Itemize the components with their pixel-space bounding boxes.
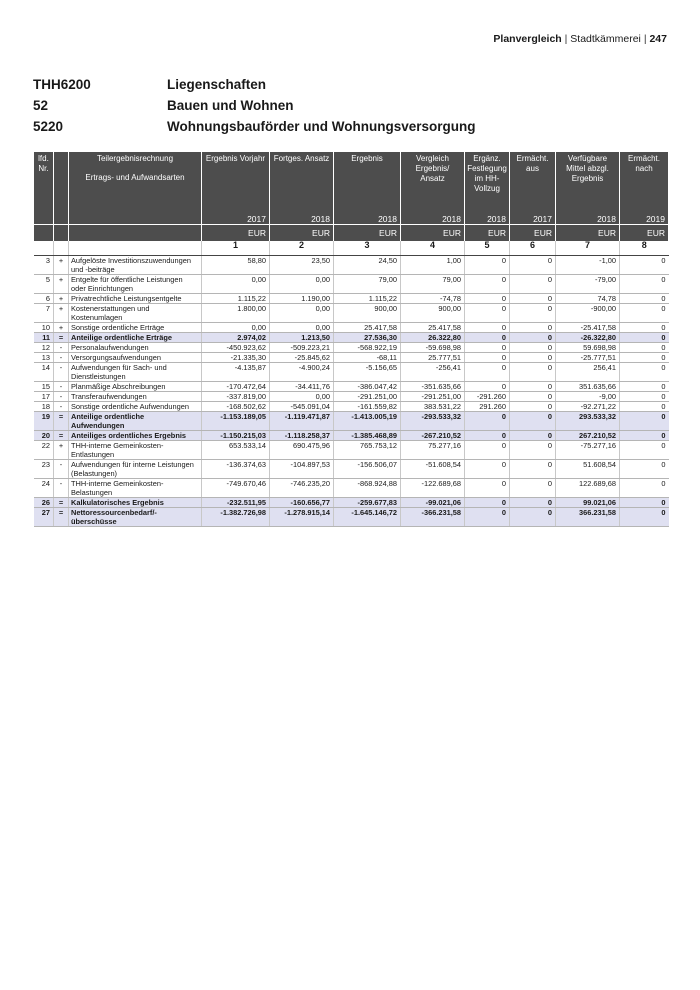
year-cell: 2018	[401, 200, 465, 225]
unit-cell: EUR	[401, 225, 465, 242]
table-row	[34, 431, 669, 441]
value-cell: 0	[510, 441, 556, 460]
column-number: 6	[510, 241, 556, 256]
value-cell: -1.119.471,87	[270, 412, 334, 431]
value-cell: -1.118.258,37	[270, 431, 334, 441]
value-cell: -99.021,06	[401, 498, 465, 508]
value-cell: 0	[465, 441, 510, 460]
value-cell: 0	[620, 479, 669, 498]
value-cell: 1.213,50	[270, 333, 334, 343]
row-label: Privatrechtliche Leistungsentgelte	[69, 294, 202, 304]
value-cell: 27.536,30	[334, 333, 401, 343]
value-cell: 900,00	[401, 304, 465, 323]
value-cell: -168.502,62	[202, 402, 270, 412]
value-cell: 0	[510, 460, 556, 479]
value-cell: -291.251,00	[401, 392, 465, 402]
value-cell: 0	[510, 294, 556, 304]
col-header: Ermächt. nach	[620, 152, 669, 200]
table-row	[34, 460, 669, 479]
page-header	[493, 33, 667, 45]
row-label: Transferaufwendungen	[69, 392, 202, 402]
value-cell: -1,00	[556, 256, 620, 275]
table-row	[34, 294, 669, 304]
value-cell: 1.115,22	[334, 294, 401, 304]
column-number: 3	[334, 241, 401, 256]
row-number: 24	[34, 479, 54, 498]
value-cell: 0	[465, 333, 510, 343]
value-cell: -161.559,82	[334, 402, 401, 412]
product-name: Wohnungsbauförder und Wohnungsversorgung	[167, 119, 476, 134]
value-cell: 0	[620, 441, 669, 460]
value-cell: 99.021,06	[556, 498, 620, 508]
value-cell: -509.223,21	[270, 343, 334, 353]
row-label: Anteilige ordentliche Aufwendungen	[69, 412, 202, 431]
value-cell: -92.271,22	[556, 402, 620, 412]
department-name: Stadtkämmerei	[570, 33, 641, 45]
value-cell: 2.974,02	[202, 333, 270, 343]
row-label: Aufwendungen für interne Leistungen (Belastungen)	[69, 460, 202, 479]
column-number: 4	[401, 241, 465, 256]
product-code: THH6200	[33, 77, 91, 92]
year-cell: 2019	[620, 200, 669, 225]
row-operator: -	[54, 392, 69, 402]
header-separator: |	[643, 33, 647, 45]
value-cell: -25.417,58	[556, 323, 620, 333]
value-cell: -59.698,98	[401, 343, 465, 353]
value-cell: 900,00	[334, 304, 401, 323]
product-code: 5220	[33, 119, 64, 134]
value-cell: 74,78	[556, 294, 620, 304]
value-cell: 0	[465, 412, 510, 431]
value-cell: -749.670,46	[202, 479, 270, 498]
value-cell: 0	[465, 479, 510, 498]
value-cell: -1.153.189,05	[202, 412, 270, 431]
value-cell: 25.417,58	[334, 323, 401, 333]
value-cell: 0	[510, 333, 556, 343]
value-cell: -1.278.915,14	[270, 508, 334, 527]
row-number: 13	[34, 353, 54, 363]
row-number: 17	[34, 392, 54, 402]
row-operator: =	[54, 333, 69, 343]
column-number: 8	[620, 241, 669, 256]
section-title: Planvergleich	[493, 33, 562, 45]
value-cell: 0	[510, 353, 556, 363]
row-operator: +	[54, 256, 69, 275]
col-header-lfd: lfd. Nr.	[34, 152, 54, 225]
value-cell: 0	[620, 294, 669, 304]
value-cell: 0	[465, 363, 510, 382]
row-label: Personalaufwendungen	[69, 343, 202, 353]
value-cell: 0	[465, 498, 510, 508]
unit-cell: EUR	[334, 225, 401, 242]
table-row	[34, 392, 669, 402]
year-cell: 2017	[510, 200, 556, 225]
row-operator: -	[54, 382, 69, 392]
row-label: Nettoressourcenbedarf/-überschüsse	[69, 508, 202, 527]
col-header-op	[54, 152, 69, 225]
value-cell: 0	[620, 402, 669, 412]
value-cell: 79,00	[401, 275, 465, 294]
value-cell: 0	[620, 382, 669, 392]
value-cell: 0	[510, 392, 556, 402]
column-number: 7	[556, 241, 620, 256]
row-label: Kalkulatorisches Ergebnis	[69, 498, 202, 508]
row-number: 22	[34, 441, 54, 460]
table-row	[34, 353, 669, 363]
value-cell: 0	[465, 382, 510, 392]
table-row	[34, 498, 669, 508]
row-number: 27	[34, 508, 54, 527]
row-label: THH-interne Gemeinkosten-Belastungen	[69, 479, 202, 498]
unit-cell: EUR	[270, 225, 334, 242]
unit-cell: EUR	[556, 225, 620, 242]
unit-spacer	[69, 225, 202, 242]
value-cell: -450.923,62	[202, 343, 270, 353]
title-block	[33, 77, 475, 140]
row-number: 23	[34, 460, 54, 479]
value-cell: 0	[510, 431, 556, 441]
row-label: THH-interne Gemeinkosten-Entlastungen	[69, 441, 202, 460]
value-cell: -291.251,00	[334, 392, 401, 402]
value-cell: 383.531,22	[401, 402, 465, 412]
table-row	[34, 323, 669, 333]
row-label: Anteilige ordentliche Erträge	[69, 333, 202, 343]
unit-cell: EUR	[202, 225, 270, 242]
value-cell: -156.506,07	[334, 460, 401, 479]
value-cell: 0	[620, 353, 669, 363]
value-cell: 0	[510, 304, 556, 323]
table-row	[34, 412, 669, 431]
value-cell: 690.475,96	[270, 441, 334, 460]
row-number: 14	[34, 363, 54, 382]
row-operator: =	[54, 498, 69, 508]
row-number: 20	[34, 431, 54, 441]
value-cell: 0	[465, 256, 510, 275]
value-cell: -868.924,88	[334, 479, 401, 498]
row-label: Kostenerstattungen und Kostenumlagen	[69, 304, 202, 323]
title-row	[33, 98, 475, 119]
row-operator: -	[54, 479, 69, 498]
page-number: 247	[649, 33, 667, 45]
value-cell: 0,00	[270, 275, 334, 294]
value-cell: -1.382.726,98	[202, 508, 270, 527]
table-row	[34, 382, 669, 392]
value-cell: 25.417,58	[401, 323, 465, 333]
column-number: 2	[270, 241, 334, 256]
unit-spacer	[54, 225, 69, 242]
row-operator: +	[54, 304, 69, 323]
table-row	[34, 363, 669, 382]
row-number: 11	[34, 333, 54, 343]
column-number: 5	[465, 241, 510, 256]
row-number: 18	[34, 402, 54, 412]
row-number: 12	[34, 343, 54, 353]
value-cell: 0	[465, 460, 510, 479]
unit-cell: EUR	[510, 225, 556, 242]
num-spacer	[34, 241, 54, 256]
value-cell: -25.777,51	[556, 353, 620, 363]
value-cell: 0,00	[270, 323, 334, 333]
value-cell: 79,00	[334, 275, 401, 294]
value-cell: -160.656,77	[270, 498, 334, 508]
value-cell: 0	[620, 392, 669, 402]
header-row	[34, 152, 669, 200]
table-title: Teilergebnisrechnung	[96, 154, 174, 163]
value-cell: 267.210,52	[556, 431, 620, 441]
value-cell: -232.511,95	[202, 498, 270, 508]
row-operator: =	[54, 412, 69, 431]
value-cell: -1.385.468,89	[334, 431, 401, 441]
value-cell: 291.260	[465, 402, 510, 412]
value-cell: -900,00	[556, 304, 620, 323]
value-cell: 0	[620, 498, 669, 508]
col-header: Verfügbare Mittel abzgl. Ergebnis	[556, 152, 620, 200]
row-operator: -	[54, 353, 69, 363]
value-cell: -1.645.146,72	[334, 508, 401, 527]
col-header: Ermächt. aus	[510, 152, 556, 200]
value-cell: 0	[510, 256, 556, 275]
results-table	[33, 152, 669, 527]
value-cell: 0	[510, 402, 556, 412]
table-row	[34, 441, 669, 460]
value-cell: 25.777,51	[401, 353, 465, 363]
table-subtitle: Ertrags- und Aufwandsarten	[85, 173, 185, 182]
title-row	[33, 77, 475, 98]
table-row	[34, 343, 669, 353]
value-cell: -9,00	[556, 392, 620, 402]
value-cell: -25.845,62	[270, 353, 334, 363]
value-cell: -136.374,63	[202, 460, 270, 479]
value-cell: 0	[465, 275, 510, 294]
year-cell: 2018	[556, 200, 620, 225]
table-row	[34, 508, 669, 527]
value-cell: 0	[465, 323, 510, 333]
product-code: 52	[33, 98, 49, 113]
row-operator: =	[54, 508, 69, 527]
value-cell: 0	[510, 323, 556, 333]
value-cell: 75.277,16	[401, 441, 465, 460]
row-number: 15	[34, 382, 54, 392]
row-number: 7	[34, 304, 54, 323]
value-cell: -34.411,76	[270, 382, 334, 392]
value-cell: -366.231,58	[401, 508, 465, 527]
row-label: Sonstige ordentliche Erträge	[69, 323, 202, 333]
row-number: 5	[34, 275, 54, 294]
value-cell: 0	[465, 431, 510, 441]
num-spacer	[69, 241, 202, 256]
value-cell: -568.922,19	[334, 343, 401, 353]
value-cell: 0	[465, 304, 510, 323]
value-cell: 58,80	[202, 256, 270, 275]
row-label: Sonstige ordentliche Aufwendungen	[69, 402, 202, 412]
value-cell: -26.322,80	[556, 333, 620, 343]
value-cell: 293.533,32	[556, 412, 620, 431]
value-cell: 0	[620, 412, 669, 431]
value-cell: -1.150.215,03	[202, 431, 270, 441]
value-cell: 0	[620, 460, 669, 479]
row-operator: +	[54, 275, 69, 294]
value-cell: 24,50	[334, 256, 401, 275]
row-label: Versorgungsaufwendungen	[69, 353, 202, 363]
value-cell: 0,00	[270, 392, 334, 402]
value-cell: 0	[465, 508, 510, 527]
unit-row	[34, 225, 669, 242]
product-name: Bauen und Wohnen	[167, 98, 294, 113]
col-header: Ergänz. Festlegung im HH-Vollzug	[465, 152, 510, 200]
value-cell: -79,00	[556, 275, 620, 294]
row-operator: -	[54, 343, 69, 353]
table-row	[34, 333, 669, 343]
value-cell: 0,00	[270, 304, 334, 323]
value-cell: 0	[510, 412, 556, 431]
row-operator: -	[54, 363, 69, 382]
table-row	[34, 256, 669, 275]
value-cell: -74,78	[401, 294, 465, 304]
row-number: 3	[34, 256, 54, 275]
value-cell: 0	[620, 343, 669, 353]
year-cell: 2017	[202, 200, 270, 225]
value-cell: 0,00	[202, 323, 270, 333]
value-cell: -4.900,24	[270, 363, 334, 382]
value-cell: 0	[510, 498, 556, 508]
year-cell: 2018	[270, 200, 334, 225]
value-cell: 0	[465, 353, 510, 363]
value-cell: -51.608,54	[401, 460, 465, 479]
unit-spacer	[34, 225, 54, 242]
col-header: Vergleich Ergebnis/ Ansatz	[401, 152, 465, 200]
value-cell: 0	[620, 275, 669, 294]
col-header: Fortges. Ansatz	[270, 152, 334, 200]
value-cell: 0	[620, 363, 669, 382]
value-cell: 0	[620, 508, 669, 527]
value-cell: -1.413.005,19	[334, 412, 401, 431]
value-cell: -267.210,52	[401, 431, 465, 441]
column-number: 1	[202, 241, 270, 256]
value-cell: 1.190,00	[270, 294, 334, 304]
value-cell: 0,00	[202, 275, 270, 294]
value-cell: -337.819,00	[202, 392, 270, 402]
table-row	[34, 275, 669, 294]
row-number: 10	[34, 323, 54, 333]
value-cell: -68,11	[334, 353, 401, 363]
col-header: Ergebnis	[334, 152, 401, 200]
row-operator: -	[54, 402, 69, 412]
value-cell: 26.322,80	[401, 333, 465, 343]
value-cell: -746.235,20	[270, 479, 334, 498]
row-label: Entgelte für öffentliche Leistungen oder Einrichtungen	[69, 275, 202, 294]
value-cell: 122.689,68	[556, 479, 620, 498]
value-cell: 0	[510, 363, 556, 382]
value-cell: 653.533,14	[202, 441, 270, 460]
value-cell: -259.677,83	[334, 498, 401, 508]
value-cell: -122.689,68	[401, 479, 465, 498]
title-row	[33, 119, 475, 140]
value-cell: 366.231,58	[556, 508, 620, 527]
value-cell: -21.335,30	[202, 353, 270, 363]
value-cell: 1,00	[401, 256, 465, 275]
row-operator: +	[54, 323, 69, 333]
value-cell: -4.135,87	[202, 363, 270, 382]
row-number: 26	[34, 498, 54, 508]
value-cell: 0	[510, 343, 556, 353]
value-cell: 0	[510, 508, 556, 527]
year-cell: 2018	[334, 200, 401, 225]
table-row	[34, 304, 669, 323]
value-cell: 1.800,00	[202, 304, 270, 323]
row-label: Planmäßige Abschreibungen	[69, 382, 202, 392]
value-cell: 0	[620, 333, 669, 343]
column-number-row	[34, 241, 669, 256]
value-cell: -291.260	[465, 392, 510, 402]
value-cell: -104.897,53	[270, 460, 334, 479]
unit-cell: EUR	[620, 225, 669, 242]
value-cell: -351.635,66	[401, 382, 465, 392]
unit-cell: EUR	[465, 225, 510, 242]
table-row	[34, 479, 669, 498]
row-number: 19	[34, 412, 54, 431]
col-header-title	[69, 152, 202, 225]
value-cell: 23,50	[270, 256, 334, 275]
value-cell: 0	[620, 431, 669, 441]
product-name: Liegenschaften	[167, 77, 267, 92]
table-row	[34, 402, 669, 412]
value-cell: -5.156,65	[334, 363, 401, 382]
row-operator: -	[54, 460, 69, 479]
value-cell: -75.277,16	[556, 441, 620, 460]
value-cell: 0	[620, 323, 669, 333]
value-cell: 1.115,22	[202, 294, 270, 304]
row-label: Aufgelöste Investitionszuwendungen und -beiträge	[69, 256, 202, 275]
value-cell: 256,41	[556, 363, 620, 382]
header-separator: |	[564, 33, 568, 45]
row-label: Anteiliges ordentliches Ergebnis	[69, 431, 202, 441]
value-cell: 0	[465, 343, 510, 353]
value-cell: 0	[620, 304, 669, 323]
num-spacer	[54, 241, 69, 256]
value-cell: -170.472,64	[202, 382, 270, 392]
col-header: Ergebnis Vorjahr	[202, 152, 270, 200]
value-cell: 51.608,54	[556, 460, 620, 479]
value-cell: 0	[465, 294, 510, 304]
row-operator: +	[54, 294, 69, 304]
value-cell: 765.753,12	[334, 441, 401, 460]
row-operator: =	[54, 431, 69, 441]
value-cell: -293.533,32	[401, 412, 465, 431]
value-cell: 0	[510, 479, 556, 498]
value-cell: 351.635,66	[556, 382, 620, 392]
value-cell: 0	[510, 382, 556, 392]
row-number: 6	[34, 294, 54, 304]
year-cell: 2018	[465, 200, 510, 225]
row-label: Aufwendungen für Sach- und Dienstleistungen	[69, 363, 202, 382]
value-cell: 59.698,98	[556, 343, 620, 353]
value-cell: 0	[620, 256, 669, 275]
value-cell: -545.091,04	[270, 402, 334, 412]
value-cell: -386.047,42	[334, 382, 401, 392]
row-operator: +	[54, 441, 69, 460]
value-cell: -256,41	[401, 363, 465, 382]
value-cell: 0	[510, 275, 556, 294]
